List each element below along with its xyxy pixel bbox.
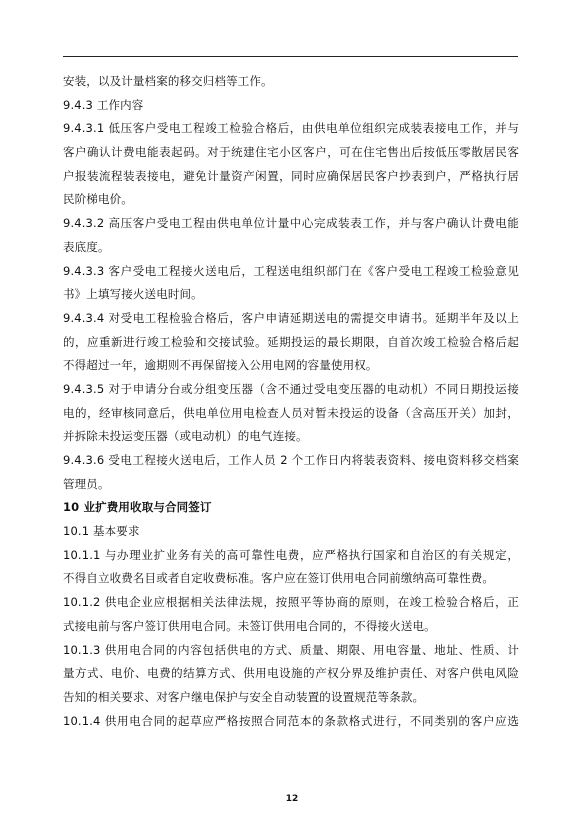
text-line: 电的，经审核同意后，供电单位用电检查人员对暂未投运的设备（含高压开关）加封， [63, 405, 519, 420]
text-line: 并拆除未投运变压器（或电动机）的电气连接。 [63, 429, 308, 444]
text-line: 客户确认计费电能表起码。对于统建住宅小区客户，可在住宅售出后按低压零散居民客 [63, 145, 519, 160]
text-line: 不得自立收费名目或者自定收费标准。客户应在签订供用电合同前缴纳高可靠性费。 [63, 571, 495, 586]
text-line: 民阶梯电价。 [63, 192, 133, 207]
text-line: 9.4.3.2 高压客户受电工程由供电单位计量中心完成装表工作，并与客户确认计费电能 [63, 216, 519, 231]
text-line: 量方式、电价、电费的结算方式、供用电设施的产权分界及维护责任、对客户供电风险 [63, 666, 519, 681]
page-number: 12 [285, 794, 299, 804]
text-line: 表底度。 [63, 239, 110, 254]
text-line: 式接电前与客户签订供用电合同。未签订供用电合同的，不得接火送电。 [63, 618, 436, 633]
text-line: 安装，以及计量档案的移交归档等工作。 [63, 74, 273, 88]
text-line: 10.1.4 供用电合同的起草应严格按照合同范本的条款格式进行，不同类别的客户应选 [63, 713, 519, 728]
text-line: 9.4.3 工作内容 [63, 97, 144, 112]
text-line: 10.1.3 供用电合同的内容包括供电的方式、质量、期限、用电容量、地址、性质、计 [63, 642, 519, 657]
header-rule [63, 56, 518, 57]
text-line: 10.1.2 供电企业应根据相关法律法规，按照平等协商的原则，在竣工检验合格后，正 [63, 595, 519, 610]
text-line: 户报装流程装表接电，避免计量资产闲置，同时应确保居民客户抄表到户，严格执行居 [63, 168, 519, 183]
text-line: 不得超过一年，逾期则不再保留接入公用电网的容量使用权。 [63, 358, 378, 373]
text-line: 管理员。 [63, 476, 110, 491]
section-heading: 10 业扩费用收取与合同签订 [63, 500, 212, 515]
text-line: 9.4.3.3 客户受电工程接火送电后，工程送电组织部门在《客户受电工程竣工检验意见 [63, 263, 519, 278]
text-line: 10.1 基本要求 [63, 524, 140, 539]
text-line: 书》上填写接火送电时间。 [63, 287, 203, 302]
text-line: 9.4.3.1 低压客户受电工程竣工检验合格后，由供电单位组织完成装表接电工作，并与 [63, 121, 519, 136]
text-line: 告知的相关要求、对客户继电保护与安全自动装置的设置规范等条款。 [63, 689, 425, 704]
text-line: 9.4.3.4 对受电工程检验合格后，客户申请延期送电的需提交申请书。延期半年及以上 [63, 310, 519, 325]
text-line: 10.1.1 与办理业扩业务有关的高可靠性电费，应严格执行国家和自治区的有关规定， [63, 547, 519, 562]
document-body [63, 70, 519, 733]
text-line: 9.4.3.6 受电工程接火送电后，工作人员 2 个工作日内将装表资料、接电资料移交档案 [63, 453, 519, 467]
text-line: 9.4.3.5 对于申请分台或分组变压器（含不通过受电变压器的电动机）不同日期投运接 [63, 381, 519, 396]
text-line: 的，应重新进行竣工检验和交接试验。延期投运的最长期限，自首次竣工检验合格后起 [63, 334, 519, 349]
